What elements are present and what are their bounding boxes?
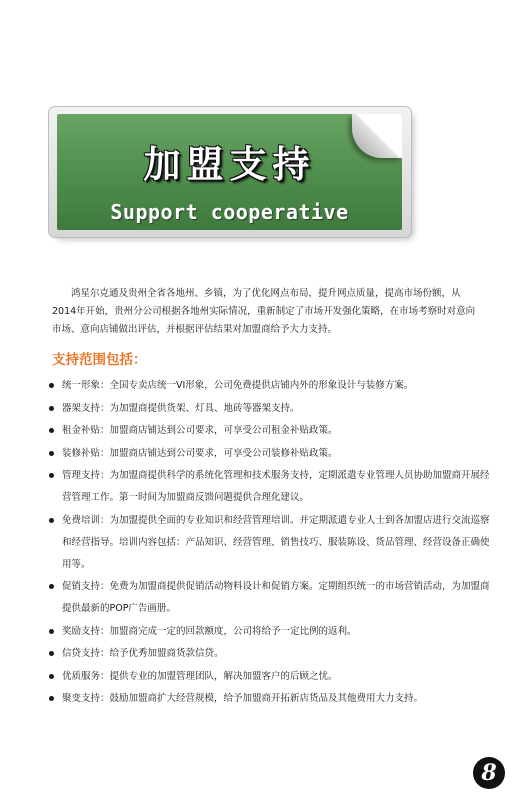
list-item-text: 装修补贴：加盟商店铺达到公司要求，可享受公司装修补贴政策。 bbox=[62, 447, 338, 459]
list-item-text: 器架支持：为加盟商提供货架、灯具、地砖等器架支持。 bbox=[62, 402, 300, 414]
bullet-icon bbox=[49, 696, 54, 701]
list-item-text: 聚变支持：鼓励加盟商扩大经营规模，给予加盟商开拓新店货品及其他费用大力支持。 bbox=[62, 693, 424, 704]
bullet-icon bbox=[49, 584, 54, 589]
list-item bbox=[48, 465, 490, 509]
banner-title-chinese: 加盟支持 bbox=[143, 143, 316, 186]
list-item-text: 管理支持：为加盟商提供科学的系统化管理和技术服务支持，定期派遣专业管理人员协助加盟商开展经营管理工作。第一时间为加盟商反馈问题提供合理化建议。 bbox=[62, 470, 490, 503]
bullet-icon bbox=[49, 651, 54, 656]
list-item bbox=[48, 666, 490, 688]
bullet-icon bbox=[49, 383, 54, 388]
title-banner bbox=[57, 114, 402, 230]
section-title: 支持范围包括： bbox=[52, 352, 147, 368]
intro-paragraph: 鸿星尔克通及贵州全省各地州、乡镇，为了优化网点布局，提升网点质量，提高市场份额，从2014年开始，贵州分公司根据各地州实际情况，重新制定了市场开发强化策略，在市场考察时对意向市场、意向店铺做出评估，并根据评估结果对加盟商给予大力支持。 bbox=[52, 288, 476, 335]
page-number-badge: 8 bbox=[473, 757, 505, 789]
bullet-icon bbox=[49, 629, 54, 634]
bullet-icon bbox=[49, 473, 54, 478]
list-item-text: 优质服务：提供专业的加盟管理团队，解决加盟客户的后顾之忧。 bbox=[62, 670, 338, 682]
list-item bbox=[48, 510, 490, 576]
bullet-icon bbox=[49, 674, 54, 679]
list-item bbox=[48, 688, 490, 710]
list-item-text: 免费培训：为加盟提供全面的专业知识和经营管理培训。并定期派遣专业人士到各加盟店进行交流巡察和经营指导。培训内容包括：产品知识、经营管理、销售技巧、服装陈设、货品管理、经营设备正确使用等。 bbox=[62, 514, 490, 570]
list-item bbox=[48, 643, 490, 665]
list-item-text: 统一形象：全国专卖店统一VI形象，公司免费提供店铺内外的形象设计与装修方案。 bbox=[62, 380, 414, 391]
list-item bbox=[48, 375, 490, 397]
banner-title-english: Support cooperative bbox=[110, 200, 349, 224]
list-item-text: 奖励支持：加盟商完成一定的回款额度，公司将给予一定比例的返利。 bbox=[62, 625, 357, 637]
support-list bbox=[48, 375, 490, 710]
list-item bbox=[48, 443, 490, 465]
list-item bbox=[48, 621, 490, 643]
list-item bbox=[48, 576, 490, 620]
list-item bbox=[48, 420, 490, 442]
bullet-icon bbox=[49, 428, 54, 433]
list-item-text: 促销支持：免费为加盟商提供促销活动物料设计和促销方案。定期组织统一的市场营销活动，为加盟商提供最新的POP广告画册。 bbox=[62, 581, 490, 614]
list-item-text: 信贷支持：给予优秀加盟商货款信贷。 bbox=[62, 648, 224, 659]
list-item bbox=[48, 398, 490, 420]
list-item-text: 租金补贴：加盟商店铺达到公司要求，可享受公司租金补贴政策。 bbox=[62, 425, 338, 436]
bullet-icon bbox=[49, 518, 54, 523]
bullet-icon bbox=[49, 451, 54, 456]
bullet-icon bbox=[49, 406, 54, 411]
